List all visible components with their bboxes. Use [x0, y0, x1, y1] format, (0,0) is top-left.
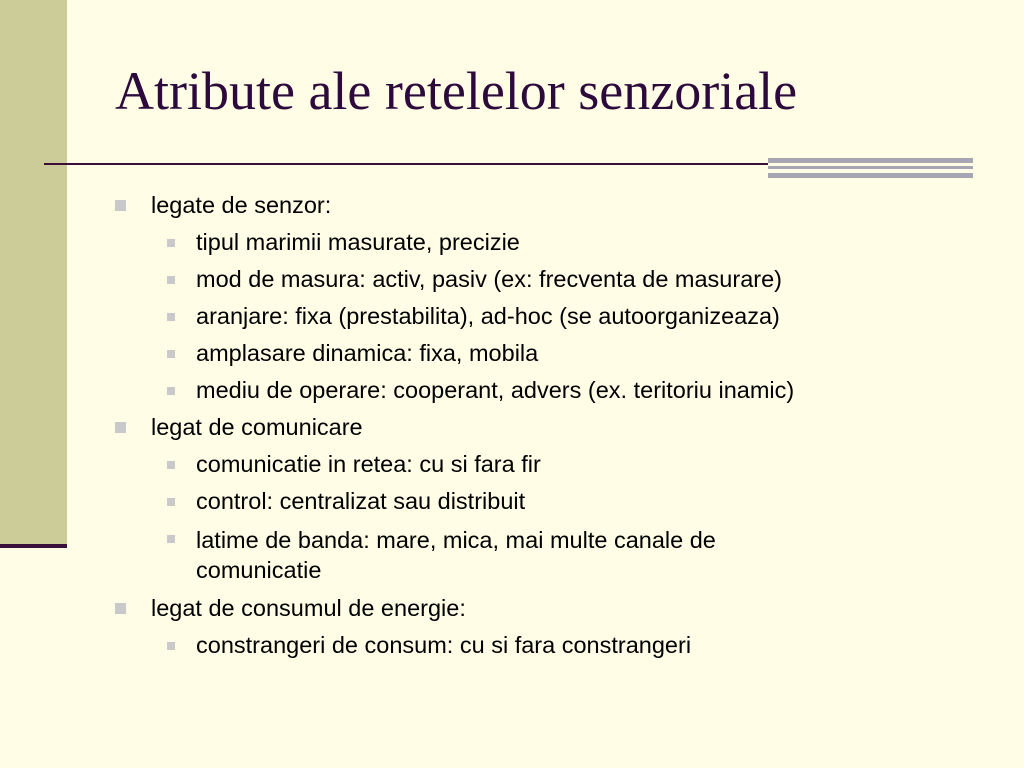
list-item: [115, 192, 995, 219]
list-item: [115, 266, 995, 293]
list-item-text: legat de consumul de energie:: [151, 595, 466, 621]
square-bullet-icon: [115, 200, 126, 211]
list-item-text: latime de banda: mare, mica, mai multe canale de comunicatie: [196, 527, 716, 583]
list-item: [115, 595, 995, 622]
list-item-text: control: centralizat sau distribuit: [196, 488, 526, 514]
square-bullet-icon: [167, 642, 175, 650]
list-item-text: aranjare: fixa (prestabilita), ad-hoc (se autoorganizeaza): [196, 303, 780, 329]
list-item-text: constrangeri de consum: cu si fara constrangeri: [196, 632, 692, 658]
title-underline: [44, 163, 768, 165]
list-item: [115, 414, 995, 441]
list-item-text: legate de senzor:: [151, 192, 332, 218]
list-item: [115, 451, 995, 478]
list-item: [115, 377, 995, 404]
list-item-text: tipul marimii masurate, precizie: [196, 229, 520, 255]
left-accent-bar: [0, 544, 67, 548]
square-bullet-icon: [115, 422, 126, 433]
grey-rule-middle: [768, 166, 973, 169]
bullet-list: [115, 182, 995, 659]
list-item: [115, 488, 995, 515]
square-bullet-icon: [167, 350, 175, 358]
square-bullet-icon: [167, 461, 175, 469]
left-decorative-band: [0, 0, 67, 545]
square-bullet-icon: [167, 313, 175, 321]
square-bullet-icon: [115, 603, 126, 614]
slide-title: Atribute ale retelelor senzoriale: [115, 61, 798, 121]
list-item: [115, 303, 995, 330]
grey-rule-bottom: [768, 173, 973, 178]
square-bullet-icon: [167, 387, 175, 395]
list-item: [115, 340, 995, 367]
square-bullet-icon: [167, 276, 175, 284]
list-item-text: legat de comunicare: [151, 414, 363, 440]
square-bullet-icon: [167, 498, 175, 506]
list-item: [115, 632, 995, 659]
square-bullet-icon: [167, 535, 175, 543]
square-bullet-icon: [167, 239, 175, 247]
grey-rule-top: [768, 158, 973, 163]
list-item-text: mediu de operare: cooperant, advers (ex. teritoriu inamic): [196, 377, 795, 403]
list-item-text: amplasare dinamica: fixa, mobila: [196, 340, 539, 366]
list-item-text: mod de masura: activ, pasiv (ex: frecventa de masurare): [196, 266, 782, 292]
list-item: [115, 229, 995, 256]
list-item: [115, 525, 995, 585]
list-item-text: comunicatie in retea: cu si fara fir: [196, 451, 541, 477]
